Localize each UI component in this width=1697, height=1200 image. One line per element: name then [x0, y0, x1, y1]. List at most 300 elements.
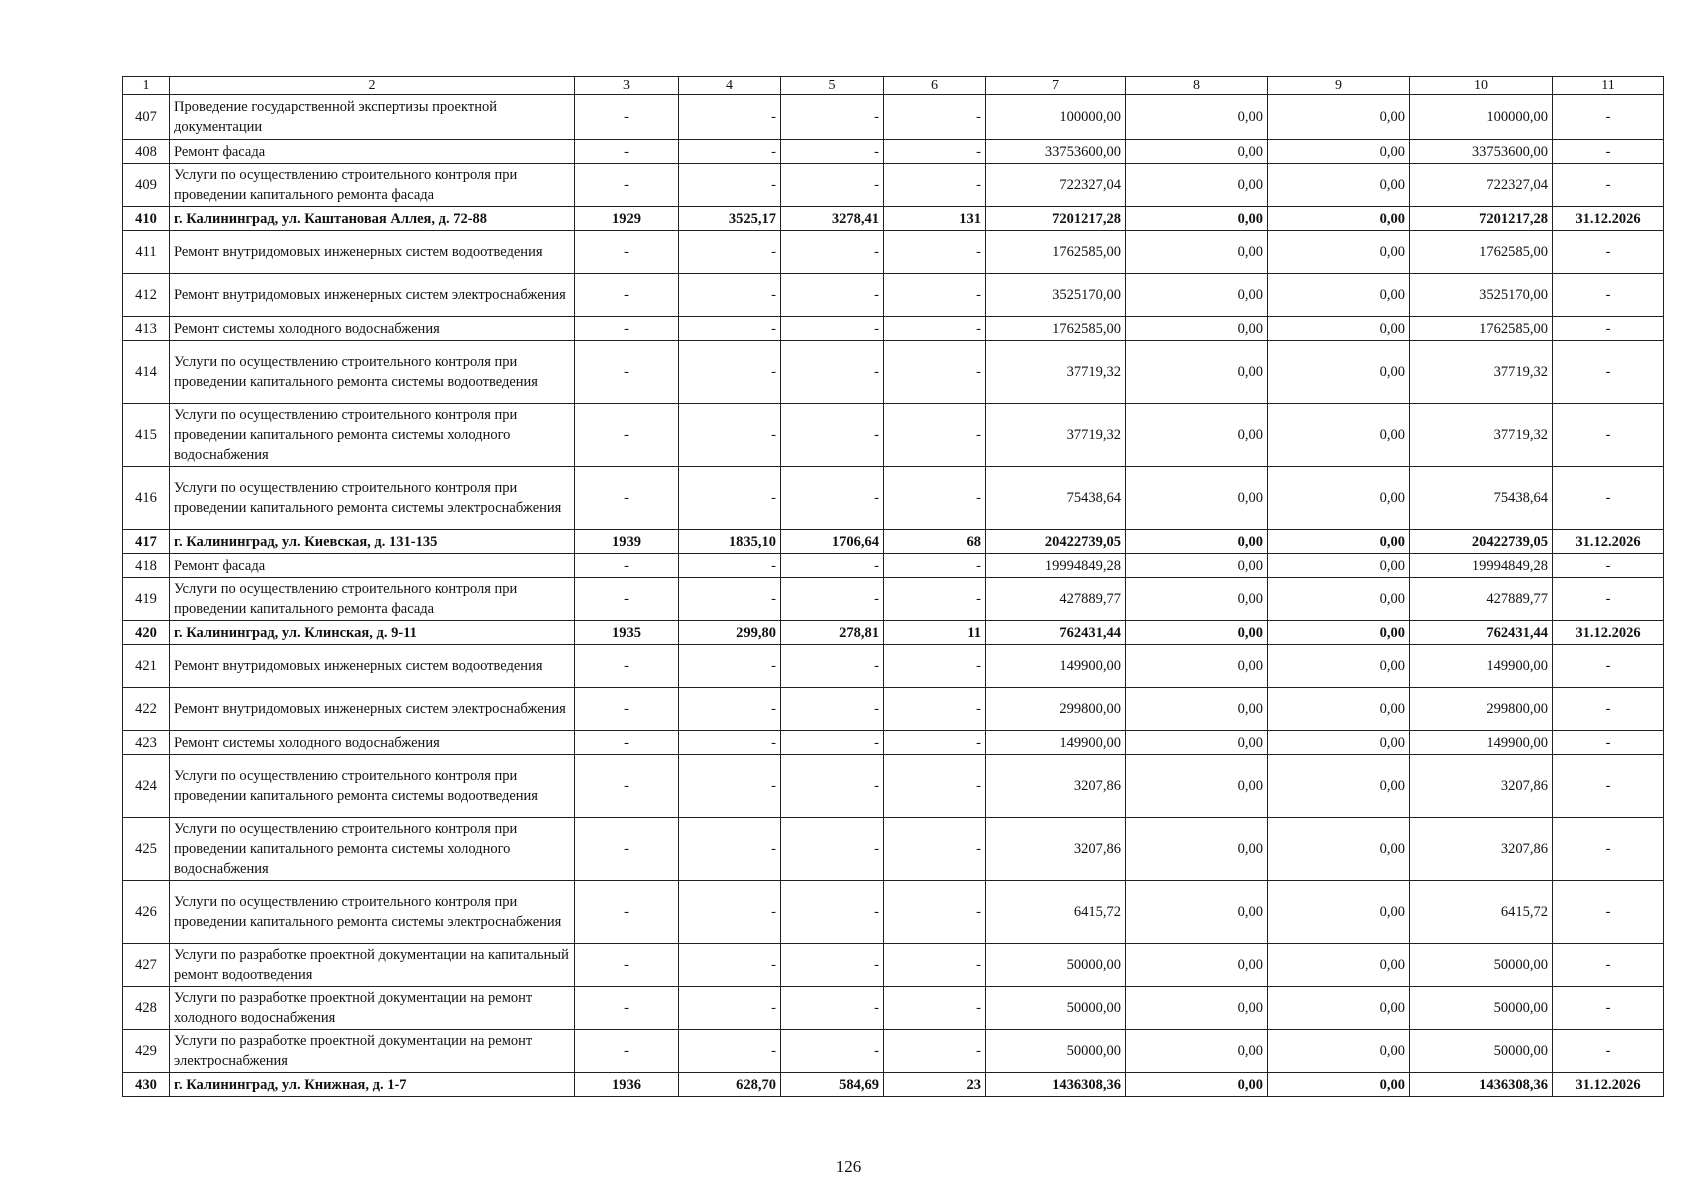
total-area-cell: 299,80	[679, 621, 781, 645]
residents-count-cell: -	[884, 731, 986, 755]
row-number-cell: 409	[123, 164, 170, 207]
federal-funds-cell: 0,00	[1126, 645, 1268, 688]
regional-funds-cell: 0,00	[1268, 404, 1410, 467]
total-cost-cell: 1436308,36	[986, 1073, 1126, 1097]
total-cost-cell: 50000,00	[986, 987, 1126, 1030]
total-area-cell: -	[679, 944, 781, 987]
living-area-cell: -	[781, 554, 884, 578]
column-header: 11	[1553, 77, 1664, 95]
owners-funds-cell: 6415,72	[1410, 881, 1553, 944]
year-built-cell: -	[575, 645, 679, 688]
federal-funds-cell: 0,00	[1126, 731, 1268, 755]
residents-count-cell: -	[884, 164, 986, 207]
year-built-cell: -	[575, 818, 679, 881]
work-item-row	[123, 578, 1664, 621]
description-cell: Услуги по осуществлению строительного контроля при проведении капитального ремонта системы холодного водоснабжения	[170, 404, 575, 467]
residents-count-cell: 23	[884, 1073, 986, 1097]
year-built-cell: 1929	[575, 207, 679, 231]
owners-funds-cell: 37719,32	[1410, 404, 1553, 467]
residents-count-cell: -	[884, 554, 986, 578]
work-item-row	[123, 95, 1664, 140]
owners-funds-cell: 3207,86	[1410, 818, 1553, 881]
total-cost-cell: 762431,44	[986, 621, 1126, 645]
residents-count-cell: 131	[884, 207, 986, 231]
regional-funds-cell: 0,00	[1268, 530, 1410, 554]
page-number: 126	[835, 1157, 862, 1176]
residents-count-cell: -	[884, 404, 986, 467]
total-cost-cell: 37719,32	[986, 341, 1126, 404]
year-built-cell: -	[575, 164, 679, 207]
year-built-cell: -	[575, 554, 679, 578]
work-item-row	[123, 140, 1664, 164]
total-area-cell: -	[679, 1030, 781, 1073]
year-built-cell: -	[575, 404, 679, 467]
work-item-row	[123, 341, 1664, 404]
residents-count-cell: 11	[884, 621, 986, 645]
total-cost-cell: 33753600,00	[986, 140, 1126, 164]
description-cell: Услуги по осуществлению строительного контроля при проведении капитального ремонта системы холодного водоснабжения	[170, 818, 575, 881]
living-area-cell: 584,69	[781, 1073, 884, 1097]
column-header: 10	[1410, 77, 1553, 95]
living-area-cell: -	[781, 341, 884, 404]
completion-date-cell: -	[1553, 164, 1664, 207]
owners-funds-cell: 19994849,28	[1410, 554, 1553, 578]
total-area-cell: -	[679, 404, 781, 467]
owners-funds-cell: 50000,00	[1410, 1030, 1553, 1073]
living-area-cell: -	[781, 645, 884, 688]
total-area-cell: -	[679, 688, 781, 731]
total-area-cell: 628,70	[679, 1073, 781, 1097]
year-built-cell: 1936	[575, 1073, 679, 1097]
row-number-cell: 423	[123, 731, 170, 755]
row-number-cell: 429	[123, 1030, 170, 1073]
year-built-cell: -	[575, 274, 679, 317]
residents-count-cell: -	[884, 95, 986, 140]
register-sheet	[122, 76, 1663, 1097]
regional-funds-cell: 0,00	[1268, 755, 1410, 818]
work-item-row	[123, 231, 1664, 274]
total-cost-cell: 20422739,05	[986, 530, 1126, 554]
regional-funds-cell: 0,00	[1268, 944, 1410, 987]
year-built-cell: -	[575, 688, 679, 731]
owners-funds-cell: 149900,00	[1410, 645, 1553, 688]
completion-date-cell: -	[1553, 95, 1664, 140]
total-area-cell: 3525,17	[679, 207, 781, 231]
table-body	[123, 77, 1664, 1097]
work-item-row	[123, 164, 1664, 207]
regional-funds-cell: 0,00	[1268, 731, 1410, 755]
work-item-row	[123, 944, 1664, 987]
column-header: 7	[986, 77, 1126, 95]
completion-date-cell: -	[1553, 317, 1664, 341]
residents-count-cell: 68	[884, 530, 986, 554]
completion-date-cell: 31.12.2026	[1553, 621, 1664, 645]
owners-funds-cell: 722327,04	[1410, 164, 1553, 207]
completion-date-cell: -	[1553, 467, 1664, 530]
total-cost-cell: 1762585,00	[986, 317, 1126, 341]
total-area-cell: -	[679, 317, 781, 341]
total-area-cell: -	[679, 987, 781, 1030]
description-cell: Ремонт внутридомовых инженерных систем электроснабжения	[170, 274, 575, 317]
living-area-cell: -	[781, 95, 884, 140]
column-header: 8	[1126, 77, 1268, 95]
total-cost-cell: 50000,00	[986, 944, 1126, 987]
total-area-cell: -	[679, 231, 781, 274]
owners-funds-cell: 1762585,00	[1410, 317, 1553, 341]
row-number-cell: 425	[123, 818, 170, 881]
work-item-row	[123, 404, 1664, 467]
completion-date-cell: 31.12.2026	[1553, 207, 1664, 231]
federal-funds-cell: 0,00	[1126, 404, 1268, 467]
completion-date-cell: -	[1553, 944, 1664, 987]
description-cell: Услуги по осуществлению строительного контроля при проведении капитального ремонта системы водоотведения	[170, 755, 575, 818]
row-number-cell: 420	[123, 621, 170, 645]
completion-date-cell: -	[1553, 341, 1664, 404]
column-header: 5	[781, 77, 884, 95]
description-cell: г. Калининград, ул. Киевская, д. 131-135	[170, 530, 575, 554]
residents-count-cell: -	[884, 274, 986, 317]
residents-count-cell: -	[884, 881, 986, 944]
column-header: 9	[1268, 77, 1410, 95]
residents-count-cell: -	[884, 987, 986, 1030]
work-item-row	[123, 755, 1664, 818]
column-header: 4	[679, 77, 781, 95]
total-cost-cell: 427889,77	[986, 578, 1126, 621]
address-total-row	[123, 207, 1664, 231]
completion-date-cell: 31.12.2026	[1553, 1073, 1664, 1097]
row-number-cell: 412	[123, 274, 170, 317]
living-area-cell: -	[781, 404, 884, 467]
total-area-cell: -	[679, 645, 781, 688]
total-cost-cell: 1762585,00	[986, 231, 1126, 274]
total-cost-cell: 299800,00	[986, 688, 1126, 731]
work-item-row	[123, 987, 1664, 1030]
regional-funds-cell: 0,00	[1268, 987, 1410, 1030]
owners-funds-cell: 1762585,00	[1410, 231, 1553, 274]
total-area-cell: -	[679, 818, 781, 881]
row-number-cell: 416	[123, 467, 170, 530]
works-register-table	[122, 76, 1664, 1097]
federal-funds-cell: 0,00	[1126, 818, 1268, 881]
owners-funds-cell: 50000,00	[1410, 944, 1553, 987]
federal-funds-cell: 0,00	[1126, 987, 1268, 1030]
row-number-cell: 411	[123, 231, 170, 274]
residents-count-cell: -	[884, 317, 986, 341]
description-cell: Услуги по осуществлению строительного контроля при проведении капитального ремонта системы электроснабжения	[170, 467, 575, 530]
regional-funds-cell: 0,00	[1268, 818, 1410, 881]
total-area-cell: -	[679, 755, 781, 818]
owners-funds-cell: 100000,00	[1410, 95, 1553, 140]
column-number-header-row	[123, 77, 1664, 95]
row-number-cell: 428	[123, 987, 170, 1030]
federal-funds-cell: 0,00	[1126, 881, 1268, 944]
total-cost-cell: 149900,00	[986, 731, 1126, 755]
total-area-cell: -	[679, 140, 781, 164]
regional-funds-cell: 0,00	[1268, 578, 1410, 621]
description-cell: г. Калининград, ул. Каштановая Аллея, д. 72-88	[170, 207, 575, 231]
completion-date-cell: -	[1553, 231, 1664, 274]
owners-funds-cell: 33753600,00	[1410, 140, 1553, 164]
regional-funds-cell: 0,00	[1268, 317, 1410, 341]
row-number-cell: 427	[123, 944, 170, 987]
regional-funds-cell: 0,00	[1268, 1030, 1410, 1073]
row-number-cell: 430	[123, 1073, 170, 1097]
federal-funds-cell: 0,00	[1126, 1073, 1268, 1097]
description-cell: Услуги по осуществлению строительного контроля при проведении капитального ремонта системы электроснабжения	[170, 881, 575, 944]
year-built-cell: -	[575, 881, 679, 944]
regional-funds-cell: 0,00	[1268, 164, 1410, 207]
owners-funds-cell: 149900,00	[1410, 731, 1553, 755]
work-item-row	[123, 274, 1664, 317]
completion-date-cell: -	[1553, 1030, 1664, 1073]
column-header: 1	[123, 77, 170, 95]
work-item-row	[123, 554, 1664, 578]
residents-count-cell: -	[884, 818, 986, 881]
owners-funds-cell: 762431,44	[1410, 621, 1553, 645]
owners-funds-cell: 427889,77	[1410, 578, 1553, 621]
row-number-cell: 418	[123, 554, 170, 578]
federal-funds-cell: 0,00	[1126, 341, 1268, 404]
regional-funds-cell: 0,00	[1268, 688, 1410, 731]
description-cell: Услуги по разработке проектной документации на ремонт холодного водоснабжения	[170, 987, 575, 1030]
federal-funds-cell: 0,00	[1126, 467, 1268, 530]
living-area-cell: 278,81	[781, 621, 884, 645]
regional-funds-cell: 0,00	[1268, 140, 1410, 164]
regional-funds-cell: 0,00	[1268, 621, 1410, 645]
year-built-cell: 1939	[575, 530, 679, 554]
total-cost-cell: 7201217,28	[986, 207, 1126, 231]
federal-funds-cell: 0,00	[1126, 317, 1268, 341]
living-area-cell: -	[781, 755, 884, 818]
completion-date-cell: -	[1553, 274, 1664, 317]
row-number-cell: 417	[123, 530, 170, 554]
residents-count-cell: -	[884, 645, 986, 688]
total-area-cell: -	[679, 274, 781, 317]
total-area-cell: -	[679, 578, 781, 621]
completion-date-cell: -	[1553, 404, 1664, 467]
federal-funds-cell: 0,00	[1126, 274, 1268, 317]
completion-date-cell: -	[1553, 881, 1664, 944]
federal-funds-cell: 0,00	[1126, 140, 1268, 164]
year-built-cell: -	[575, 140, 679, 164]
completion-date-cell: -	[1553, 755, 1664, 818]
row-number-cell: 421	[123, 645, 170, 688]
federal-funds-cell: 0,00	[1126, 578, 1268, 621]
description-cell: Ремонт фасада	[170, 554, 575, 578]
living-area-cell: -	[781, 231, 884, 274]
address-total-row	[123, 1073, 1664, 1097]
regional-funds-cell: 0,00	[1268, 207, 1410, 231]
description-cell: Ремонт системы холодного водоснабжения	[170, 317, 575, 341]
completion-date-cell: -	[1553, 554, 1664, 578]
year-built-cell: 1935	[575, 621, 679, 645]
federal-funds-cell: 0,00	[1126, 621, 1268, 645]
description-cell: Услуги по разработке проектной документации на ремонт электроснабжения	[170, 1030, 575, 1073]
row-number-cell: 422	[123, 688, 170, 731]
work-item-row	[123, 645, 1664, 688]
total-cost-cell: 3207,86	[986, 818, 1126, 881]
federal-funds-cell: 0,00	[1126, 688, 1268, 731]
living-area-cell: -	[781, 317, 884, 341]
row-number-cell: 413	[123, 317, 170, 341]
living-area-cell: -	[781, 688, 884, 731]
regional-funds-cell: 0,00	[1268, 554, 1410, 578]
completion-date-cell: -	[1553, 731, 1664, 755]
description-cell: г. Калининград, ул. Клинская, д. 9-11	[170, 621, 575, 645]
year-built-cell: -	[575, 1030, 679, 1073]
residents-count-cell: -	[884, 467, 986, 530]
total-area-cell: -	[679, 341, 781, 404]
living-area-cell: -	[781, 164, 884, 207]
federal-funds-cell: 0,00	[1126, 944, 1268, 987]
description-cell: Услуги по разработке проектной документации на капитальный ремонт водоотведения	[170, 944, 575, 987]
completion-date-cell: -	[1553, 688, 1664, 731]
work-item-row	[123, 317, 1664, 341]
total-area-cell: -	[679, 731, 781, 755]
federal-funds-cell: 0,00	[1126, 1030, 1268, 1073]
owners-funds-cell: 3525170,00	[1410, 274, 1553, 317]
row-number-cell: 424	[123, 755, 170, 818]
work-item-row	[123, 881, 1664, 944]
year-built-cell: -	[575, 987, 679, 1030]
federal-funds-cell: 0,00	[1126, 231, 1268, 274]
year-built-cell: -	[575, 95, 679, 140]
owners-funds-cell: 37719,32	[1410, 341, 1553, 404]
owners-funds-cell: 7201217,28	[1410, 207, 1553, 231]
owners-funds-cell: 50000,00	[1410, 987, 1553, 1030]
completion-date-cell: -	[1553, 818, 1664, 881]
regional-funds-cell: 0,00	[1268, 645, 1410, 688]
completion-date-cell: -	[1553, 987, 1664, 1030]
total-cost-cell: 100000,00	[986, 95, 1126, 140]
description-cell: г. Калининград, ул. Книжная, д. 1-7	[170, 1073, 575, 1097]
description-cell: Ремонт внутридомовых инженерных систем водоотведения	[170, 645, 575, 688]
owners-funds-cell: 1436308,36	[1410, 1073, 1553, 1097]
total-cost-cell: 3525170,00	[986, 274, 1126, 317]
total-area-cell: -	[679, 164, 781, 207]
residents-count-cell: -	[884, 944, 986, 987]
completion-date-cell: -	[1553, 578, 1664, 621]
column-header: 6	[884, 77, 986, 95]
total-area-cell: -	[679, 95, 781, 140]
living-area-cell: -	[781, 274, 884, 317]
living-area-cell: 3278,41	[781, 207, 884, 231]
living-area-cell: -	[781, 881, 884, 944]
residents-count-cell: -	[884, 688, 986, 731]
completion-date-cell: 31.12.2026	[1553, 530, 1664, 554]
description-cell: Ремонт фасада	[170, 140, 575, 164]
total-area-cell: -	[679, 467, 781, 530]
total-cost-cell: 50000,00	[986, 1030, 1126, 1073]
federal-funds-cell: 0,00	[1126, 755, 1268, 818]
regional-funds-cell: 0,00	[1268, 95, 1410, 140]
regional-funds-cell: 0,00	[1268, 231, 1410, 274]
description-cell: Ремонт внутридомовых инженерных систем электроснабжения	[170, 688, 575, 731]
year-built-cell: -	[575, 755, 679, 818]
work-item-row	[123, 731, 1664, 755]
year-built-cell: -	[575, 467, 679, 530]
row-number-cell: 415	[123, 404, 170, 467]
regional-funds-cell: 0,00	[1268, 274, 1410, 317]
total-cost-cell: 6415,72	[986, 881, 1126, 944]
regional-funds-cell: 0,00	[1268, 1073, 1410, 1097]
year-built-cell: -	[575, 231, 679, 274]
description-cell: Услуги по осуществлению строительного контроля при проведении капитального ремонта фасада	[170, 578, 575, 621]
regional-funds-cell: 0,00	[1268, 341, 1410, 404]
living-area-cell: -	[781, 944, 884, 987]
work-item-row	[123, 818, 1664, 881]
residents-count-cell: -	[884, 1030, 986, 1073]
living-area-cell: -	[781, 1030, 884, 1073]
total-cost-cell: 3207,86	[986, 755, 1126, 818]
address-total-row	[123, 530, 1664, 554]
description-cell: Ремонт внутридомовых инженерных систем водоотведения	[170, 231, 575, 274]
year-built-cell: -	[575, 341, 679, 404]
owners-funds-cell: 20422739,05	[1410, 530, 1553, 554]
description-cell: Проведение государственной экспертизы проектной документации	[170, 95, 575, 140]
total-cost-cell: 19994849,28	[986, 554, 1126, 578]
total-cost-cell: 149900,00	[986, 645, 1126, 688]
living-area-cell: -	[781, 578, 884, 621]
regional-funds-cell: 0,00	[1268, 467, 1410, 530]
row-number-cell: 414	[123, 341, 170, 404]
regional-funds-cell: 0,00	[1268, 881, 1410, 944]
federal-funds-cell: 0,00	[1126, 530, 1268, 554]
row-number-cell: 426	[123, 881, 170, 944]
residents-count-cell: -	[884, 755, 986, 818]
description-cell: Услуги по осуществлению строительного контроля при проведении капитального ремонта фасада	[170, 164, 575, 207]
completion-date-cell: -	[1553, 140, 1664, 164]
living-area-cell: 1706,64	[781, 530, 884, 554]
work-item-row	[123, 467, 1664, 530]
row-number-cell: 410	[123, 207, 170, 231]
living-area-cell: -	[781, 731, 884, 755]
description-cell: Ремонт системы холодного водоснабжения	[170, 731, 575, 755]
year-built-cell: -	[575, 731, 679, 755]
federal-funds-cell: 0,00	[1126, 554, 1268, 578]
owners-funds-cell: 75438,64	[1410, 467, 1553, 530]
row-number-cell: 408	[123, 140, 170, 164]
living-area-cell: -	[781, 140, 884, 164]
address-total-row	[123, 621, 1664, 645]
row-number-cell: 407	[123, 95, 170, 140]
column-header: 2	[170, 77, 575, 95]
total-area-cell: 1835,10	[679, 530, 781, 554]
owners-funds-cell: 299800,00	[1410, 688, 1553, 731]
work-item-row	[123, 1030, 1664, 1073]
year-built-cell: -	[575, 578, 679, 621]
column-header: 3	[575, 77, 679, 95]
total-cost-cell: 37719,32	[986, 404, 1126, 467]
federal-funds-cell: 0,00	[1126, 95, 1268, 140]
federal-funds-cell: 0,00	[1126, 207, 1268, 231]
total-cost-cell: 722327,04	[986, 164, 1126, 207]
residents-count-cell: -	[884, 231, 986, 274]
federal-funds-cell: 0,00	[1126, 164, 1268, 207]
year-built-cell: -	[575, 317, 679, 341]
residents-count-cell: -	[884, 140, 986, 164]
living-area-cell: -	[781, 818, 884, 881]
completion-date-cell: -	[1553, 645, 1664, 688]
total-area-cell: -	[679, 554, 781, 578]
description-cell: Услуги по осуществлению строительного контроля при проведении капитального ремонта системы водоотведения	[170, 341, 575, 404]
total-cost-cell: 75438,64	[986, 467, 1126, 530]
owners-funds-cell: 3207,86	[1410, 755, 1553, 818]
residents-count-cell: -	[884, 578, 986, 621]
living-area-cell: -	[781, 987, 884, 1030]
row-number-cell: 419	[123, 578, 170, 621]
total-area-cell: -	[679, 881, 781, 944]
